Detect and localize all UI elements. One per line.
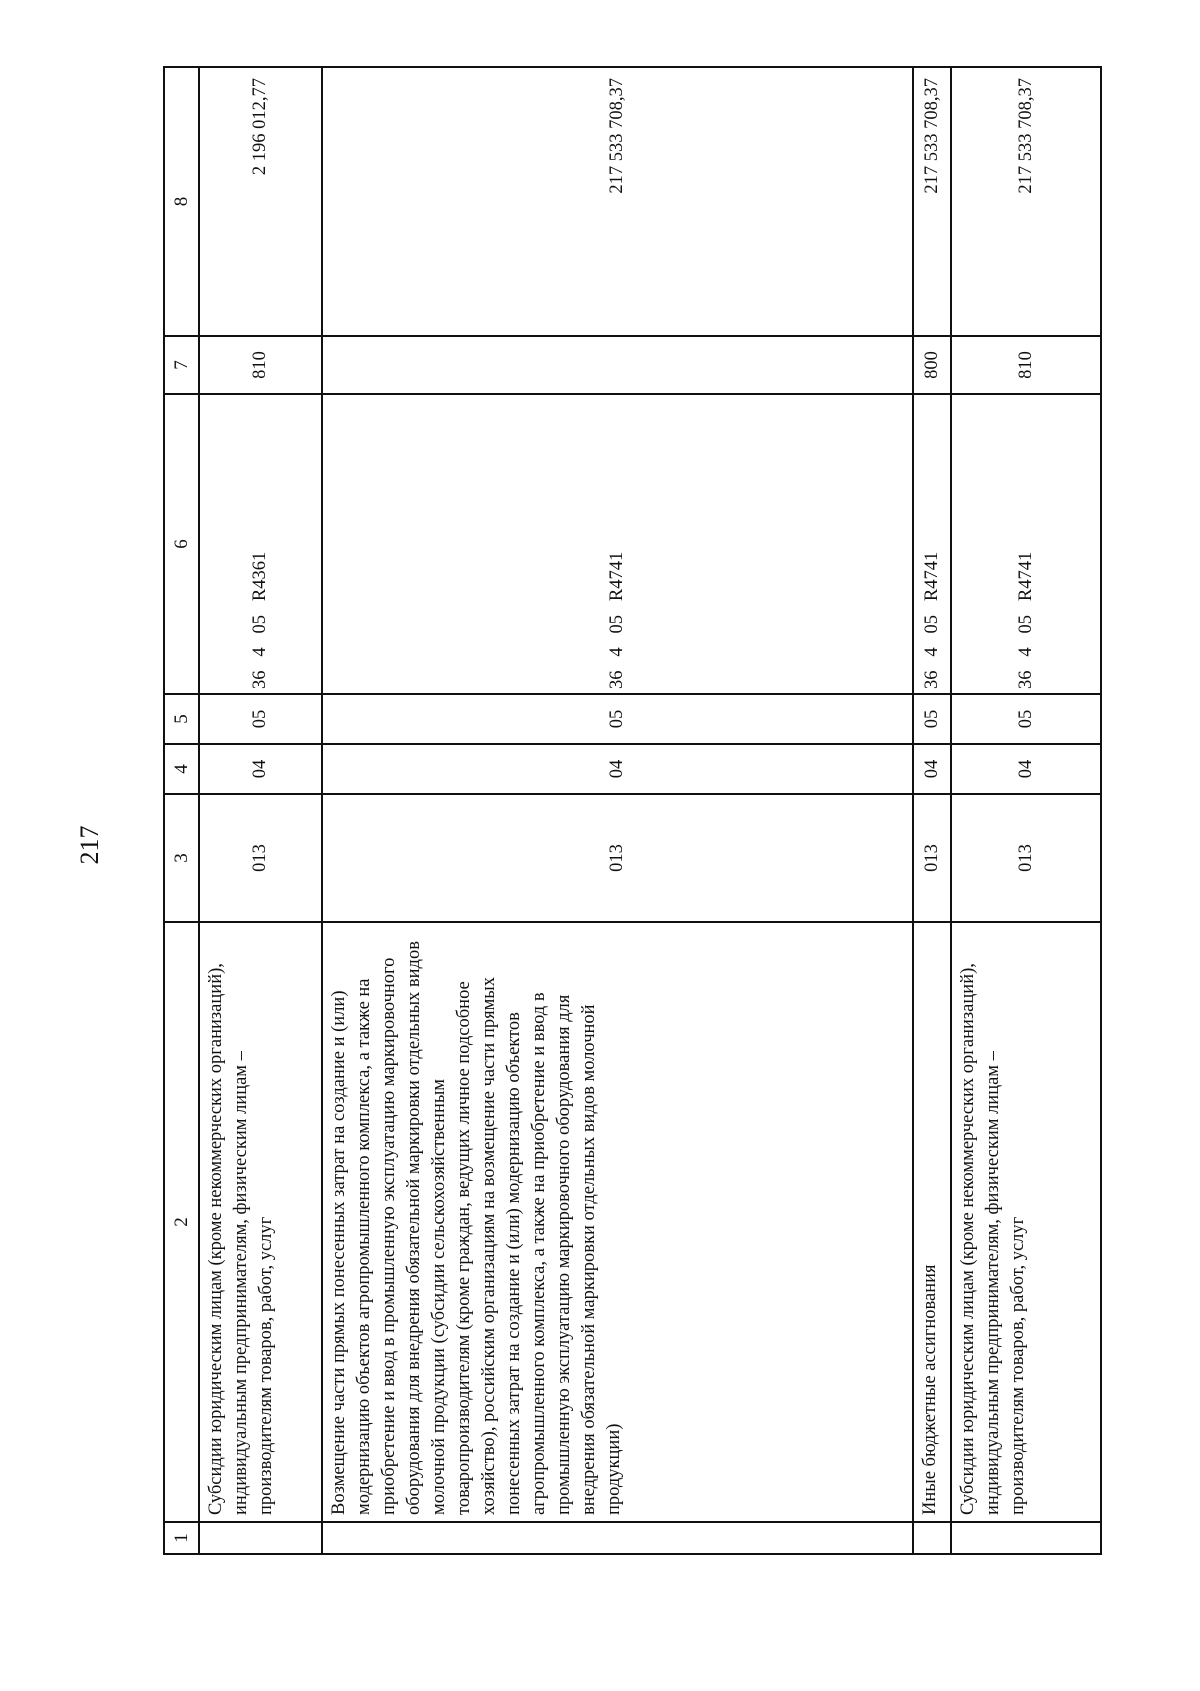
cell-ministry: 013: [951, 794, 1101, 922]
cell-section: 04: [951, 744, 1101, 794]
col-header-1: 1: [164, 1522, 199, 1554]
cell-subsection: 05: [322, 694, 913, 744]
cell-expense-type: 800: [913, 336, 951, 394]
cell-section: 04: [199, 744, 322, 794]
col-header-2: 2: [164, 922, 199, 1522]
cell-num: [951, 1522, 1101, 1554]
header-row: [164, 67, 199, 1554]
col-header-3: 3: [164, 794, 199, 922]
budget-table: [163, 66, 1102, 1555]
cell-subsection: 05: [951, 694, 1101, 744]
cell-name: Иные бюджетные ассигнования: [913, 922, 951, 1522]
cell-subsection: 05: [913, 694, 951, 744]
col-header-8: 8: [164, 67, 199, 336]
table-row: [199, 67, 322, 1554]
cell-name: Возмещение части прямых понесенных затрат на создание и (или) модернизацию объектов агропромышленного комплекса, а также на приобретение и ввод в промышленную эксплуатацию маркировочного оборудования для внедрения обязательной маркировки отдельных видов молочной продукции (субсидии сельскохозяйственным товаропроизводителям (кроме граждан, ведущих личное подсобное хозяйство), российским организациям на возмещение части прямых понесенных затрат на создание и (или) модернизацию объектов агропромышленного комплекса, а также на приобретение и ввод в промышленную эксплуатацию маркировочного оборудования для внедрения обязательной маркировки отдельных видов молочной продукции): [322, 922, 913, 1522]
table-row: [322, 67, 913, 1554]
table-row: [951, 67, 1101, 1554]
cell-ministry: 013: [322, 794, 913, 922]
cell-name: Субсидии юридическим лицам (кроме некоммерческих организаций), индивидуальным предпринимателям, физическим лицам – производителям товаров, работ, услуг: [199, 922, 322, 1522]
cell-subsection: 05: [199, 694, 322, 744]
col-header-7: 7: [164, 336, 199, 394]
cell-expense-type: 810: [951, 336, 1101, 394]
cell-amount: 217 533 708,37: [913, 67, 951, 336]
cell-expense-type: 810: [199, 336, 322, 394]
cell-target-article: 36 4 05 R4361: [199, 394, 322, 694]
col-header-6: 6: [164, 394, 199, 694]
cell-target-article: 36 4 05 R4741: [913, 394, 951, 694]
cell-name: Субсидии юридическим лицам (кроме некоммерческих организаций), индивидуальным предпринимателям, физическим лицам – производителям товаров, работ, услуг: [951, 922, 1101, 1522]
table-row: [913, 67, 951, 1554]
cell-num: [913, 1522, 951, 1554]
cell-target-article: 36 4 05 R4741: [951, 394, 1101, 694]
cell-amount: 217 533 708,37: [322, 67, 913, 336]
cell-section: 04: [322, 744, 913, 794]
cell-ministry: 013: [913, 794, 951, 922]
cell-amount: 2 196 012,77: [199, 67, 322, 336]
cell-expense-type: [322, 336, 913, 394]
col-header-4: 4: [164, 744, 199, 794]
cell-num: [199, 1522, 322, 1554]
cell-ministry: 013: [199, 794, 322, 922]
col-header-5: 5: [164, 694, 199, 744]
page-number: 217: [75, 825, 104, 865]
cell-target-article: 36 4 05 R4741: [322, 394, 913, 694]
cell-num: [322, 1522, 913, 1554]
cell-amount: 217 533 708,37: [951, 67, 1101, 336]
cell-section: 04: [913, 744, 951, 794]
rotated-table-container: [163, 68, 1100, 1555]
